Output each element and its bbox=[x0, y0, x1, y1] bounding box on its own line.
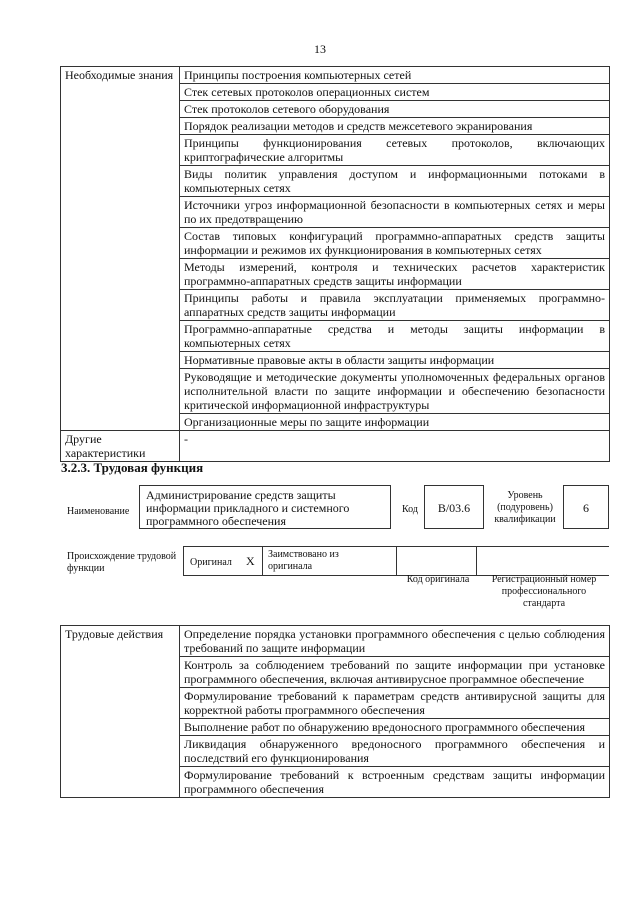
code-caption: Код оригинала bbox=[406, 574, 470, 585]
original-mark: X bbox=[246, 554, 255, 568]
origin-divider-3 bbox=[476, 547, 477, 575]
table-cell: Источники угроз информационной безопасности в компьютерных сетях и меры по их предотвращению bbox=[180, 197, 610, 228]
table-cell: Принципы построения компьютерных сетей bbox=[180, 67, 610, 84]
table-cell: Порядок реализации методов и средств межсетевого экранирования bbox=[180, 118, 610, 135]
table-cell: Контроль за соблюдением требований по защите информации при установке программного обеспечения, включая антивирусное программное обеспечение bbox=[180, 657, 610, 688]
table-cell: Организационные меры по защите информации bbox=[180, 414, 610, 431]
reg-caption: Регистрационный номер профессионального стандарта bbox=[491, 574, 597, 609]
knowledge-table bbox=[60, 66, 610, 462]
function-name: Администрирование средств защиты информации прикладного и системного программного обеспечения bbox=[146, 488, 350, 528]
table-row bbox=[61, 67, 610, 84]
level-box bbox=[563, 485, 609, 529]
origin-row bbox=[183, 546, 609, 576]
origin-divider-2 bbox=[396, 547, 397, 575]
table-cell: Программно-аппаратные средства и методы защиты информации в компьютерных сетях bbox=[180, 321, 610, 352]
table-cell: Стек протоколов сетевого оборудования bbox=[180, 101, 610, 118]
row-label: Трудовые действия bbox=[61, 626, 180, 798]
table-cell: Определение порядка установки программного обеспечения с целью соблюдения требований по защите информации bbox=[180, 626, 610, 657]
level-value: 6 bbox=[583, 501, 589, 515]
original-label: Оригинал bbox=[190, 557, 232, 568]
table-cell: Нормативные правовые акты в области защиты информации bbox=[180, 352, 610, 369]
table-cell: Формулирование требований к параметрам средств антивирусной защиты для корректной работы программного обеспечения bbox=[180, 688, 610, 719]
row-label: Другие характеристики bbox=[61, 431, 180, 462]
section-heading: 3.2.3. Трудовая функция bbox=[61, 460, 204, 475]
row-label: Необходимые знания bbox=[61, 67, 180, 431]
table-row bbox=[61, 626, 610, 657]
function-code-box bbox=[424, 485, 484, 529]
actions-table bbox=[60, 625, 610, 798]
table-cell: Виды политик управления доступом и информационными потоками в компьютерных сетях bbox=[180, 166, 610, 197]
table-cell: - bbox=[180, 431, 610, 462]
origin-label: Происхождение трудовой функции bbox=[67, 551, 177, 574]
table-cell: Выполнение работ по обнаружению вредоносного программного обеспечения bbox=[180, 719, 610, 736]
table-cell: Стек сетевых протоколов операционных систем bbox=[180, 84, 610, 101]
name-label: Наименование bbox=[67, 506, 130, 517]
code-label: Код bbox=[402, 504, 418, 515]
table-row bbox=[61, 431, 610, 462]
table-cell: Методы измерений, контроля и технических расчетов характеристик программно-аппаратных средств защиты информации bbox=[180, 259, 610, 290]
origin-divider bbox=[262, 547, 263, 575]
table-cell: Ликвидация обнаруженного вредоносного программного обеспечения и последствий его функционирования bbox=[180, 736, 610, 767]
table-cell: Принципы работы и правила эксплуатации применяемых программно-аппаратных средств защиты информации bbox=[180, 290, 610, 321]
table-cell: Руководящие и методические документы уполномоченных федеральных органов исполнительной власти по защите информации и обеспечению безопасности критической информационной инфраструктуры bbox=[180, 369, 610, 414]
level-label: Уровень (подуровень) квалификации bbox=[494, 490, 556, 525]
table-cell: Принципы функционирования сетевых протоколов, включающих криптографические алгоритмы bbox=[180, 135, 610, 166]
table-cell: Формулирование требований к встроенным средствам защиты информации программного обеспечения bbox=[180, 767, 610, 798]
function-name-box bbox=[139, 485, 391, 529]
page-number: 13 bbox=[314, 42, 326, 56]
function-code: B/03.6 bbox=[437, 501, 471, 515]
table-cell: Состав типовых конфигураций программно-аппаратных средств защиты информации и режимов их функционирования в компьютерных сетях bbox=[180, 228, 610, 259]
borrowed-label: Заимствовано из оригинала bbox=[268, 549, 339, 572]
